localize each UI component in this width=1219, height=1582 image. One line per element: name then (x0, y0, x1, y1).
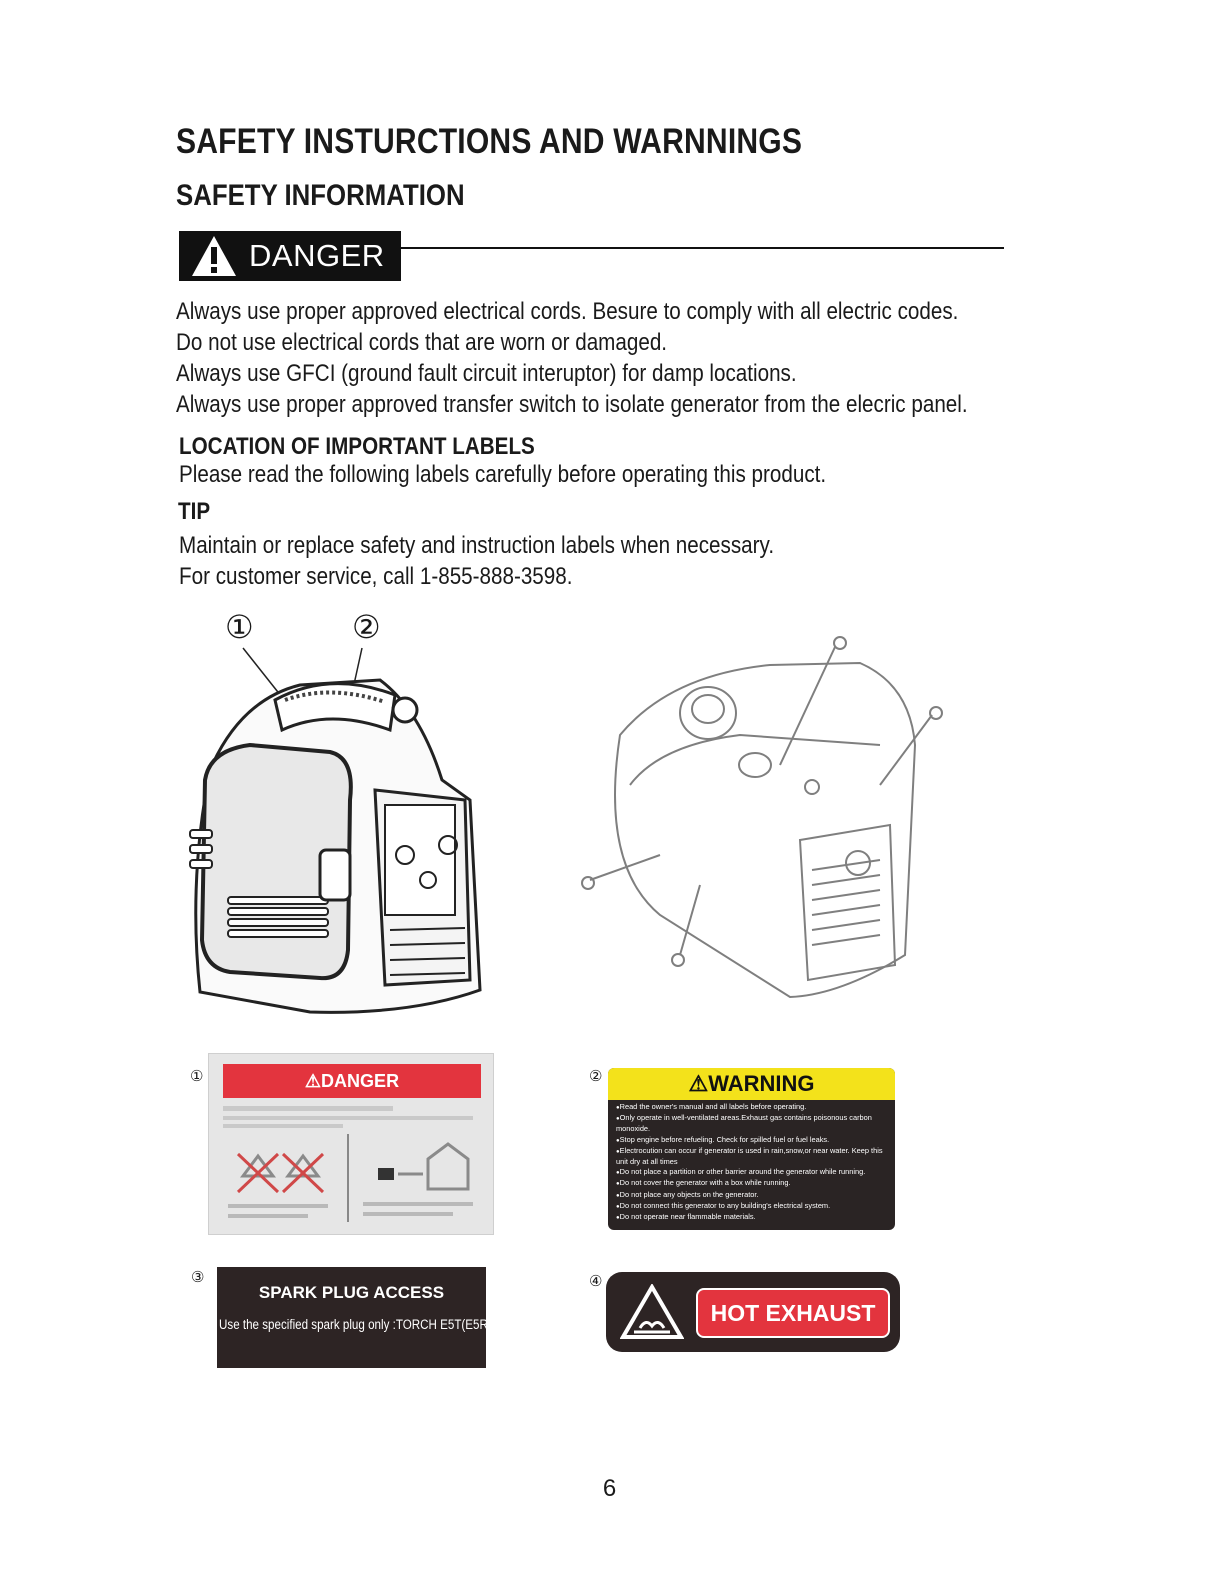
tip-heading: TIP (178, 498, 211, 525)
callout-2: ② (352, 609, 381, 645)
label-number-3: ③ (191, 1269, 205, 1286)
danger-line: Always use proper approved transfer switch to isolate generator from the elecric panel. (176, 391, 968, 418)
warning-item: ● Read the owner's manual and all labels before operating. (616, 1102, 895, 1113)
page-title: SAFETY INSTURCTIONS AND WARNNINGS (176, 122, 803, 161)
danger-decal-graphics (223, 1104, 481, 1224)
label-number-1: ① (190, 1068, 204, 1085)
warning-item: ● Only operate in well-ventilated areas.Exhaust gas contains poisonous carbon monoxide. (616, 1113, 895, 1134)
warning-item: ● Stop engine before refueling. Check for spilled fuel or fuel leaks. (616, 1135, 895, 1146)
spark-plug-label-decal (217, 1267, 508, 1368)
warning-item: ● Do not cover the generator with a box while running. (616, 1178, 895, 1189)
generator-front-illustration (180, 640, 500, 1020)
danger-line: Do not use electrical cords that are worn or damaged. (176, 329, 668, 356)
spark-plug-text: Use the specified spark plug only :TORCH E5T(E5RTC) (219, 1317, 508, 1332)
label-number-4: ④ (589, 1273, 603, 1290)
tip-line: For customer service, call 1-855-888-3598. (179, 563, 573, 590)
spark-plug-title: SPARK PLUG ACCESS (258, 1283, 445, 1302)
warning-item: ● Do not place any objects on the generator. (616, 1190, 895, 1201)
warning-list (616, 1102, 895, 1223)
section-title: SAFETY INFORMATION (176, 179, 465, 212)
labels-text: Please read the following labels carefully before operating this product. (179, 461, 827, 488)
tip-line: Maintain or replace safety and instruction labels when necessary. (179, 532, 775, 559)
hot-surface-icon (620, 1284, 684, 1340)
label-number-2: ② (589, 1068, 603, 1085)
hot-exhaust-title: HOT EXHAUST (696, 1288, 890, 1338)
warning-item: ● Do not place a partition or other barrier around the generator while running. (616, 1167, 895, 1178)
hot-exhaust-label-decal (606, 1272, 900, 1352)
danger-line: Always use proper approved electrical cords. Besure to comply with all electric codes. (176, 298, 959, 325)
danger-line: Always use GFCI (ground fault circuit interuptor) for damp locations. (176, 360, 797, 387)
warning-triangle-icon (179, 231, 249, 281)
danger-banner (179, 231, 401, 281)
page-number: 6 (602, 1475, 617, 1502)
warning-item: ● Do not connect this generator to any building's electrical system. (616, 1201, 895, 1212)
generator-rear-illustration (540, 625, 1030, 1010)
danger-decal-title: ⚠DANGER (223, 1064, 481, 1098)
labels-heading: LOCATION OF IMPORTANT LABELS (179, 433, 535, 460)
danger-label: DANGER (249, 238, 385, 273)
warning-item: ● Electrocution can occur if generator is used in rain,snow,or near water. Keep this unit dry at all times (616, 1146, 895, 1167)
warning-item: ● Do not operate near flammable materials. (616, 1212, 895, 1223)
warning-label-decal (608, 1068, 895, 1230)
danger-label-decal (208, 1053, 494, 1235)
warning-decal-title: ⚠WARNING (608, 1068, 895, 1100)
callout-1: ① (225, 609, 254, 645)
